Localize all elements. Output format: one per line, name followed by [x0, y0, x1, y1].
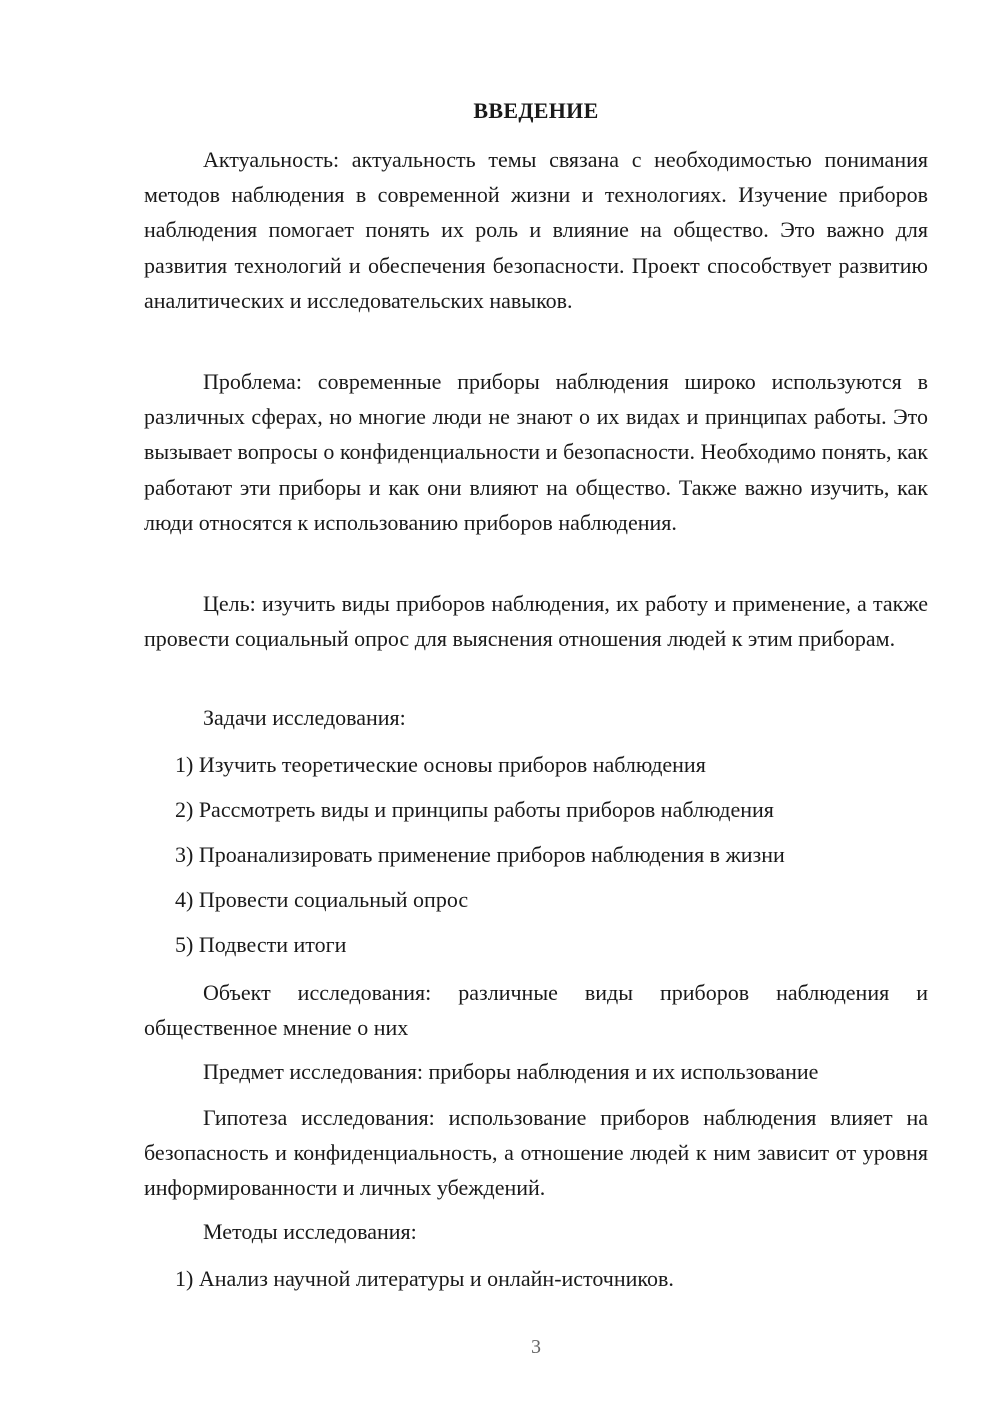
- methods-heading: Методы исследования:: [203, 1219, 417, 1244]
- object-paragraph: Объект исследования: различные виды приборов наблюдения и общественное мнение о них: [144, 980, 928, 1041]
- goal-paragraph: Цель: изучить виды приборов наблюдения, их работу и применение, а также провести социальный опрос для выяснения отношения людей к этим приборам.: [144, 591, 928, 652]
- task-item: 2) Рассмотреть виды и принципы работы приборов наблюдения: [175, 797, 774, 822]
- hypothesis-paragraph: Гипотеза исследования: использование приборов наблюдения влияет на безопасность и конфиденциальность, а отношение людей к ним зависит от уровня информированности и личных убеждений.: [144, 1105, 928, 1201]
- subject-paragraph: Предмет исследования: приборы наблюдения и их использование: [203, 1059, 819, 1084]
- tasks-heading: Задачи исследования:: [203, 705, 406, 730]
- task-item: 4) Провести социальный опрос: [175, 887, 469, 912]
- relevance-paragraph: Актуальность: актуальность темы связана с необходимостью понимания методов наблюдения в современной жизни и технологиях. Изучение приборов наблюдения помогает понять их роль и влияние на общество. Это важно для развития технологий и обеспечения безопасности. Проект способствует развитию аналитических и исследовательских навыков.: [144, 147, 928, 313]
- section-title: ВВЕДЕНИЕ: [473, 98, 599, 123]
- method-item: 1) Анализ научной литературы и онлайн-источников.: [175, 1266, 674, 1291]
- page-number: 3: [531, 1336, 541, 1358]
- task-item: 5) Подвести итоги: [175, 932, 347, 957]
- task-item: 3) Проанализировать применение приборов наблюдения в жизни: [175, 842, 785, 867]
- document-page: [144, 0, 928, 1414]
- problem-paragraph: Проблема: современные приборы наблюдения широко используются в различных сферах, но многие люди не знают о их видах и принципах работы. Это вызывает вопросы о конфиденциальности и безопасности. Необходимо понять, как работают эти приборы и как они влияют на общество. Также важно изучить, как люди относятся к использованию приборов наблюдения.: [144, 369, 928, 535]
- task-item: 1) Изучить теоретические основы приборов наблюдения: [175, 752, 706, 777]
